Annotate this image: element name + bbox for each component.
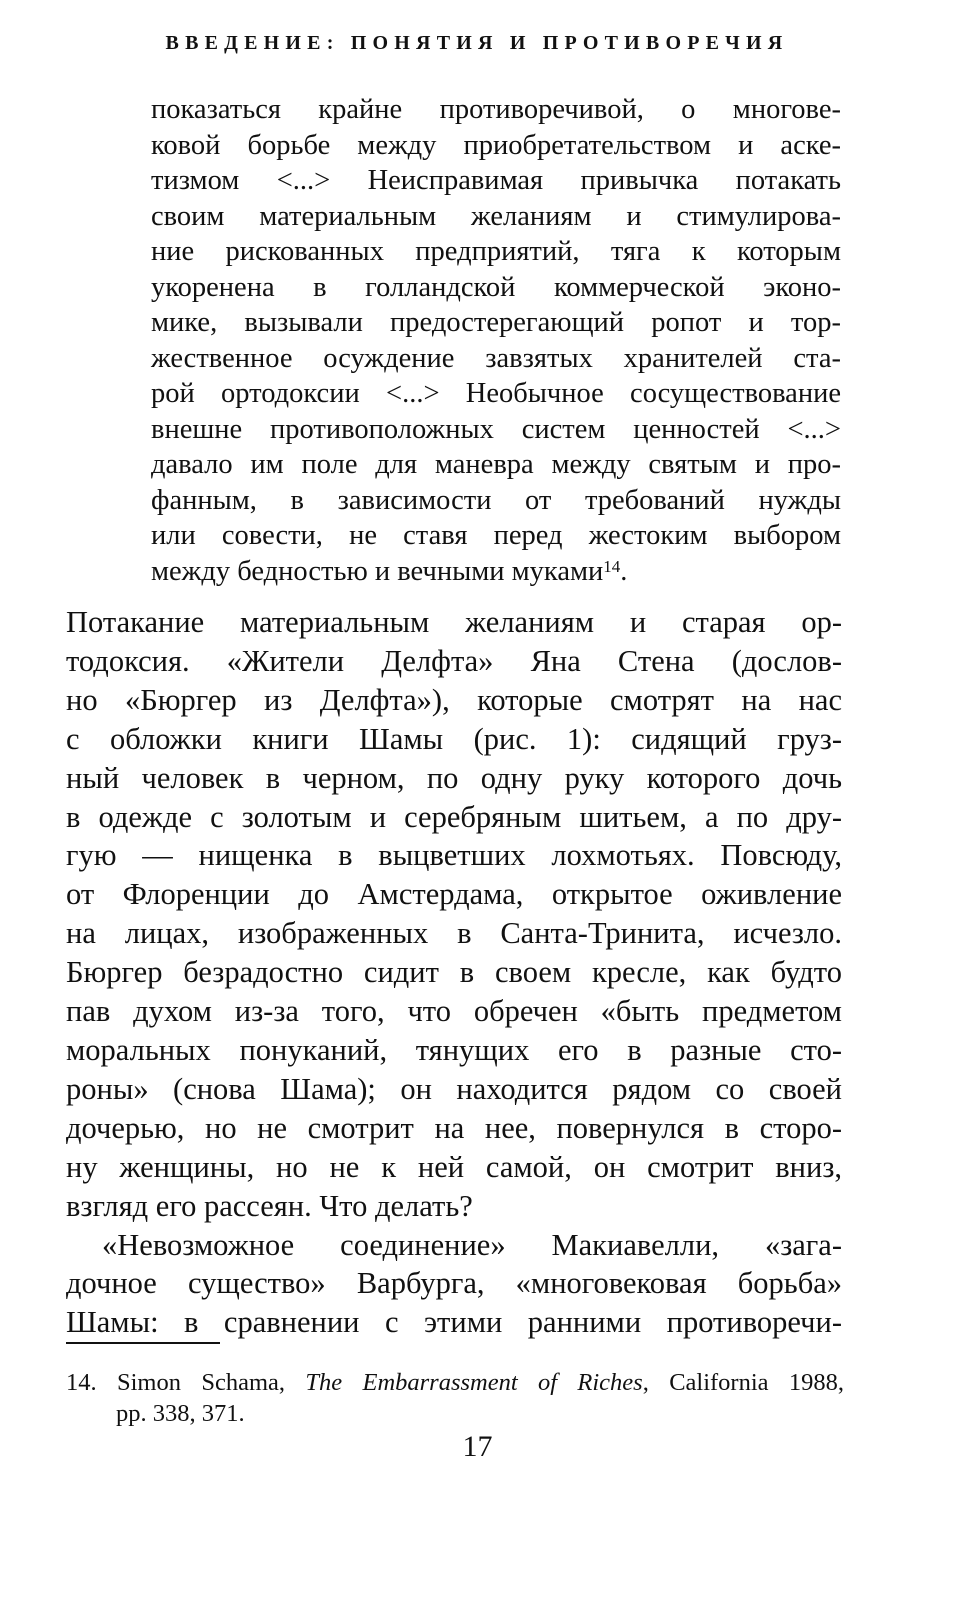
quote-line: давало им поле для маневра между святым и про-: [151, 449, 841, 480]
page-number: 17: [462, 1430, 493, 1463]
text-line: дочное существо» Варбурга, «многовековая борьба»: [66, 1266, 842, 1301]
text-line: дочерью, но не смотрит на нее, повернулся в сторо-: [66, 1110, 842, 1145]
text-line: роны» (снова Шама); он находится рядом со своей: [66, 1071, 842, 1106]
footnote-divider: [66, 1342, 220, 1344]
quote-line: рой ортодоксии <...> Необычное сосуществование: [151, 378, 841, 409]
quote-line: фанным, в зависимости от требований нужды: [151, 484, 841, 516]
running-header: ВВЕДЕНИЕ: ПОНЯТИЯ И ПРОТИВОРЕЧИЯ: [165, 32, 789, 54]
text-line: в одежде с золотым и серебряным шитьем, а по дру-: [66, 799, 842, 834]
paragraph-2: [66, 1226, 842, 1343]
quote-line: мике, вызывали предостерегающий ропот и тор-: [151, 307, 841, 338]
quote-line-text: между бедностью и вечными муками: [151, 555, 604, 587]
quote-line: своим материальным желаниям и стимулирова-: [151, 200, 841, 232]
footnote-line: [66, 1367, 844, 1398]
footnote-number: 14.: [66, 1369, 97, 1396]
footnote-publication: , California 1988,: [642, 1369, 845, 1396]
quote-line: внешне противоположных систем ценностей <...>: [151, 413, 841, 445]
main-text: [66, 603, 842, 1342]
quote-line: показаться крайне противоречивой, о многове-: [151, 94, 841, 125]
quote-line: ковой борьбе между приобретательством и аске-: [151, 129, 841, 161]
text-line: ный человек в черном, по одну руку которого дочь: [66, 760, 842, 795]
text-line: «Невозможное соединение» Макиавелли, «зага-: [102, 1227, 842, 1262]
text-line: но «Бюргер из Делфта»), которые смотрят на нас: [66, 682, 842, 717]
text-line: Бюргер безрадостно сидит в своем кресле, как будто: [66, 955, 842, 990]
text-line: Потакание материальным желаниям и старая ор-: [66, 605, 842, 639]
footnote-14: [66, 1367, 844, 1429]
text-line: взгляд его рассеян. Что делать?: [66, 1188, 473, 1223]
text-line: тодоксия. «Жители Делфта» Яна Стена (дослов-: [66, 643, 842, 678]
text-line: пав духом из-за того, что обречен «быть предметом: [66, 994, 842, 1029]
quote-line: тизмом <...> Неисправимая привычка потакать: [151, 165, 841, 196]
text-line: с обложки книги Шамы (рис. 1): сидящий груз-: [66, 721, 842, 756]
text-line: моральных понуканий, тянущих его в разные сто-: [66, 1032, 842, 1067]
quote-last-line: [151, 554, 841, 590]
text-line: гую — нищенка в выцветших лохмотьях. Повсюду,: [66, 838, 842, 873]
text-line: ну женщины, но не к ней самой, он смотрит вниз,: [66, 1149, 842, 1184]
footnote-reference[interactable]: 14: [603, 556, 621, 576]
quote-end-punctuation: .: [620, 555, 628, 587]
text-line: на лицах, изображенных в Санта-Тринита, исчезло.: [66, 916, 842, 951]
footnote-pages: pp. 338, 371.: [116, 1400, 245, 1427]
quote-line: жественное осуждение завзятых хранителей ста-: [151, 342, 841, 374]
text-line: от Флоренции до Амстердама, открытое оживление: [66, 877, 842, 912]
footnote-author: Simon Schama,: [116, 1369, 286, 1396]
text-line: Шамы: в сравнении с этими ранними противоречи-: [66, 1305, 842, 1340]
quote-line: или совести, не ставя перед жестоким выбором: [151, 520, 841, 551]
quote-line: укоренена в голландской коммерческой эконо-: [151, 271, 841, 303]
quote-line: ние рискованных предприятий, тяга к которым: [151, 236, 841, 267]
footnote-book-title: The Embarrassment of Riches: [305, 1369, 643, 1396]
paragraph-1: [66, 603, 842, 1226]
block-quote: [151, 92, 841, 589]
